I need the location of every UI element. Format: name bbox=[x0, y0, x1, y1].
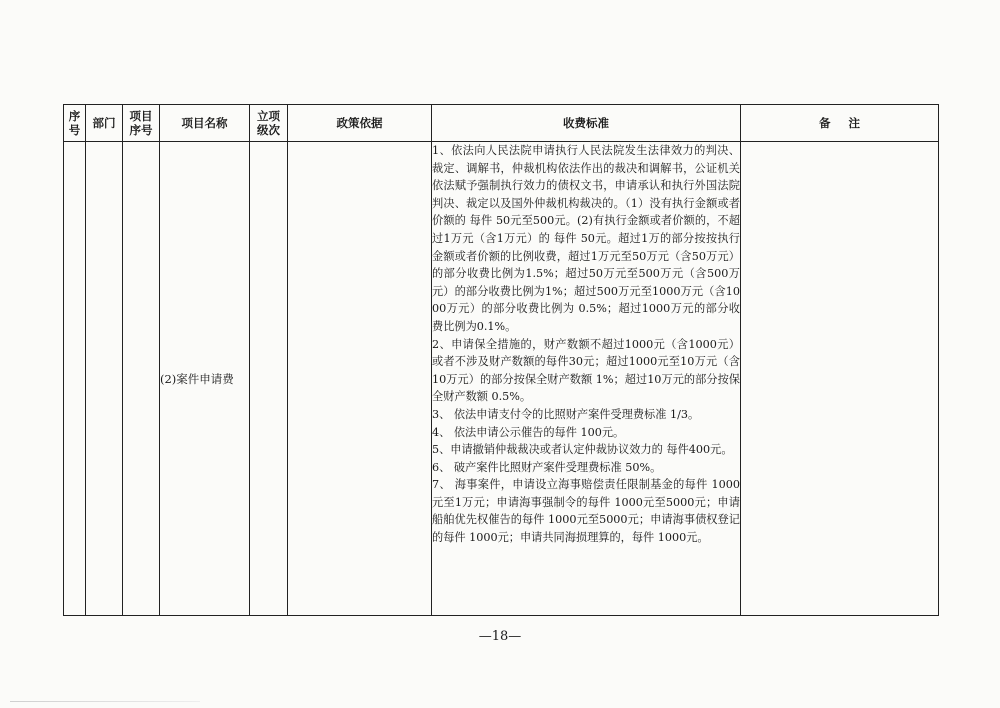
header-dept: 部门 bbox=[86, 105, 123, 142]
fee-clause-1: 1、依法向人民法院申请执行人民法院发生法律效力的判决、裁定、调解书，仲裁机构依法作出的裁决和调解书，公证机关依法赋予强制执行效力的债权文书，申请承认和执行外国法院判决、裁定以及国外仲裁机构裁决的。（1）没有执行金额或者价额的 每件 50元至500元。(2)有执行金额或者价额的，不超过1万元（含1万元）的 每件 50元。超过1万的部分按按执行金额或者价额的比例收费，超过1万元至50万元（含50万元）的部分收费比例为1.5%；超过50万元至500万元（含500万元）的部分收费比例为1%；超过500万元至1000万元（含1000万元）的部分收费比例为 0.5%；超过1000万元的部分收费比例为0.1%。 bbox=[432, 144, 740, 333]
header-no: 序号 bbox=[64, 105, 86, 142]
header-item-no: 项目序号 bbox=[123, 105, 160, 142]
table-row bbox=[64, 142, 939, 616]
scan-artifact-line bbox=[10, 701, 200, 702]
table-header-row bbox=[64, 105, 939, 142]
cell-policy-basis bbox=[288, 142, 432, 616]
cell-dept bbox=[86, 142, 123, 616]
cell-approval-level bbox=[250, 142, 288, 616]
cell-no bbox=[64, 142, 86, 616]
page-number: —18— bbox=[478, 629, 522, 644]
fee-clause-3: 3、 依法申请支付令的比照财产案件受理费标准 1/3。 bbox=[432, 407, 700, 421]
header-approval-level: 立项级次 bbox=[250, 105, 288, 142]
cell-fee-standard bbox=[432, 142, 741, 616]
header-item-name: 项目名称 bbox=[160, 105, 250, 142]
header-policy-basis: 政策依据 bbox=[288, 105, 432, 142]
cell-remarks bbox=[741, 142, 939, 616]
fee-clause-2: 2、申请保全措施的，财产数额不超过1000元（含1000元）或者不涉及财产数额的每件30元；超过1000元至10万元（含10万元）的部分按保全财产数额 1%；超过10万元的部分按保全财产数额 0.5%。 bbox=[432, 337, 740, 404]
fee-table bbox=[63, 104, 939, 616]
header-remarks: 备注 bbox=[741, 105, 939, 142]
fee-clause-4: 4、 依法申请公示催告的每件 100元。 bbox=[432, 425, 625, 439]
fee-clause-7: 7、 海事案件，申请设立海事赔偿责任限制基金的每件 1000元至1万元；申请海事强制令的每件 1000元至5000元；申请船舶优先权催告的每件 1000元至5000元；申请海事债权登记的每件 1000元；申请共同海损理算的，每件 1000元。 bbox=[432, 478, 740, 545]
fee-clause-5: 5、申请撤销仲裁裁决或者认定仲裁协议效力的 每件400元。 bbox=[432, 443, 733, 457]
cell-item-name: (2)案件申请费 bbox=[160, 142, 250, 616]
cell-item-no bbox=[123, 142, 160, 616]
header-fee-standard: 收费标准 bbox=[432, 105, 741, 142]
fee-clause-6: 6、 破产案件比照财产案件受理费标准 50%。 bbox=[432, 460, 662, 474]
